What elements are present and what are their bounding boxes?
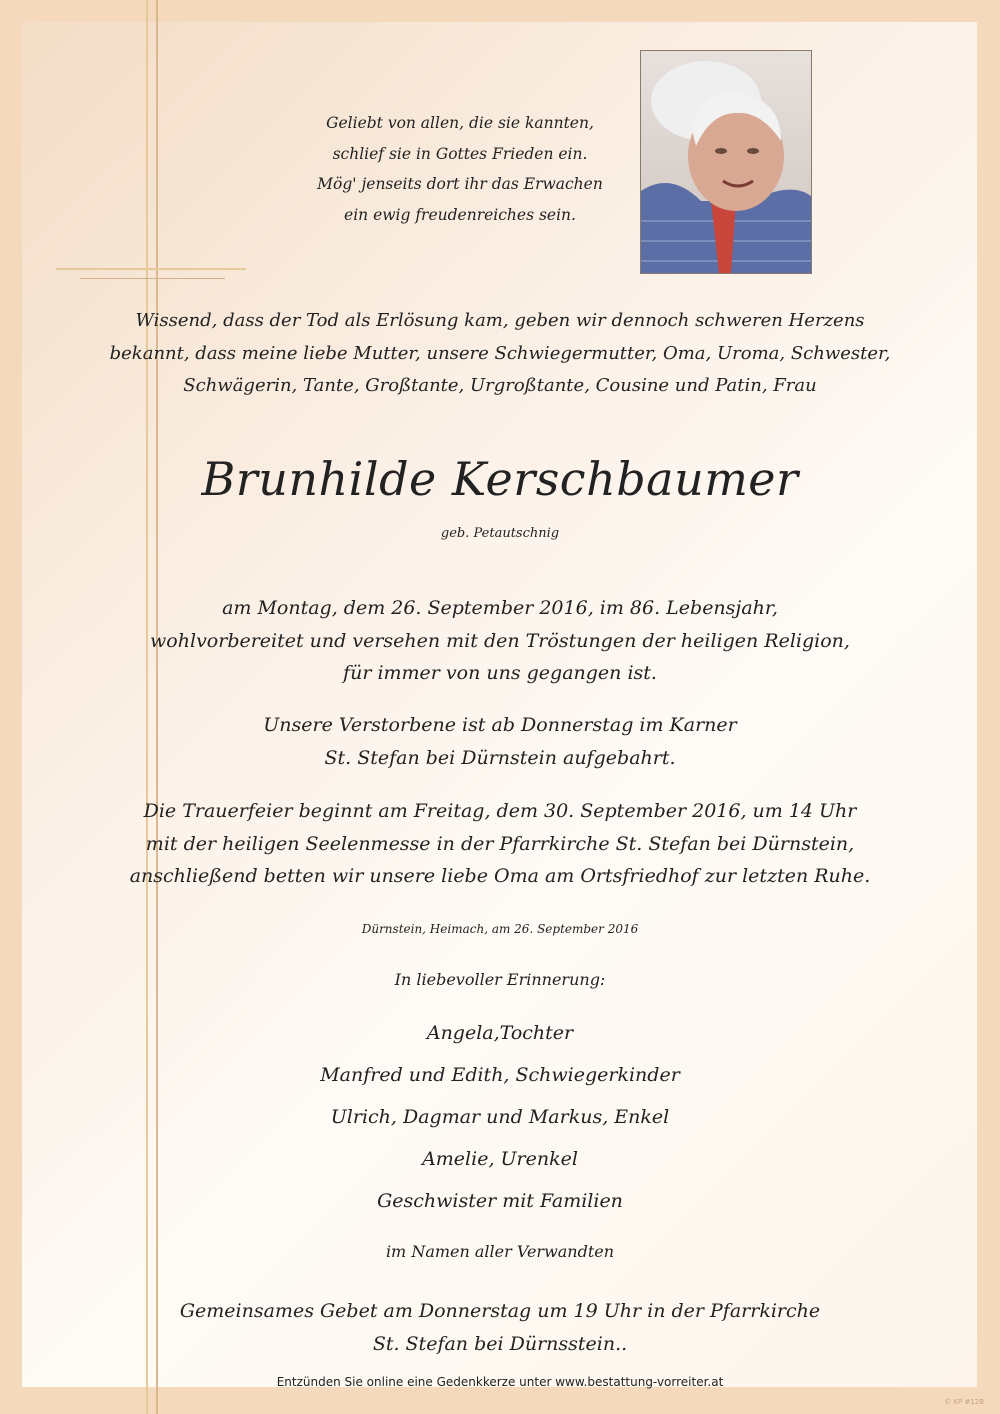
viewing-line: Unsere Verstorbene ist ab Donnerstag im Karner (263, 714, 737, 736)
intro-line: Schwägerin, Tante, Großtante, Urgroßtante, Cousine und Patin, Frau (183, 375, 817, 396)
death-notice-line: für immer von uns gegangen ist. (343, 662, 657, 684)
on-behalf-line: im Namen aller Verwandten (385, 1242, 615, 1261)
mourner-entry: Ulrich, Dagmar und Markus, Enkel (330, 1106, 670, 1128)
funeral-line: anschließend betten wir unsere liebe Oma am Ortsfriedhof zur letzten Ruhe. (129, 865, 871, 887)
cross-horizontal-line-inner (80, 278, 225, 279)
poem-line: ein ewig freudenreiches sein. (344, 205, 576, 224)
deceased-name: Brunhilde Kerschbaumer (201, 452, 799, 506)
mourner-entry: Geschwister mit Familien (377, 1190, 623, 1212)
footer-candle-link[interactable]: Entzünden Sie online eine Gedenkkerze unter www.bestattung-vorreiter.at (276, 1375, 724, 1389)
death-notice-line: am Montag, dem 26. September 2016, im 86. Lebensjahr, (222, 597, 778, 619)
prayer-block (0, 1295, 1000, 1360)
place-date: Dürnstein, Heimach, am 26. September 2016 (361, 922, 639, 936)
poem-block (0, 108, 1000, 230)
intro-line: bekannt, dass meine liebe Mutter, unsere Schwiegermutter, Oma, Uroma, Schwester, (109, 342, 891, 364)
poem-line: Mög' jenseits dort ihr das Erwachen (317, 175, 603, 193)
mourners-list (0, 1012, 1000, 1222)
death-notice-line: wohlvorbereitet und versehen mit den Tröstungen der heiligen Religion, (150, 629, 850, 652)
funeral-line: Die Trauerfeier beginnt am Freitag, dem 30. September 2016, um 14 Uhr (143, 800, 857, 822)
funeral-block (0, 795, 1000, 893)
funeral-line: mit der heiligen Seelenmesse in der Pfarrkirche St. Stefan bei Dürnstein, (145, 832, 855, 855)
intro-block (0, 305, 1000, 403)
poem-line: Geliebt von allen, die sie kannten, (326, 114, 594, 132)
viewing-line: St. Stefan bei Dürnstein aufgebahrt. (324, 746, 676, 769)
intro-line: Wissend, dass der Tod als Erlösung kam, geben wir dennoch schweren Herzens (135, 310, 865, 331)
remembrance-heading: In liebevoller Erinnerung: (394, 970, 606, 989)
prayer-line: St. Stefan bei Dürnsstein.. (372, 1332, 628, 1355)
corner-code: © KP #12B (944, 1398, 984, 1406)
death-notice-block (0, 592, 1000, 690)
mourner-entry: Angela,Tochter (426, 1022, 574, 1044)
prayer-line: Gemeinsames Gebet am Donnerstag um 19 Uhr in der Pfarrkirche (179, 1300, 821, 1322)
mourner-entry: Manfred und Edith, Schwiegerkinder (320, 1064, 680, 1086)
maiden-name: geb. Petautschnig (440, 526, 560, 541)
viewing-block (0, 709, 1000, 774)
poem-line: schlief sie in Gottes Frieden ein. (332, 144, 588, 163)
mourner-entry: Amelie, Urenkel (422, 1148, 578, 1170)
cross-horizontal-line-outer (56, 268, 246, 270)
